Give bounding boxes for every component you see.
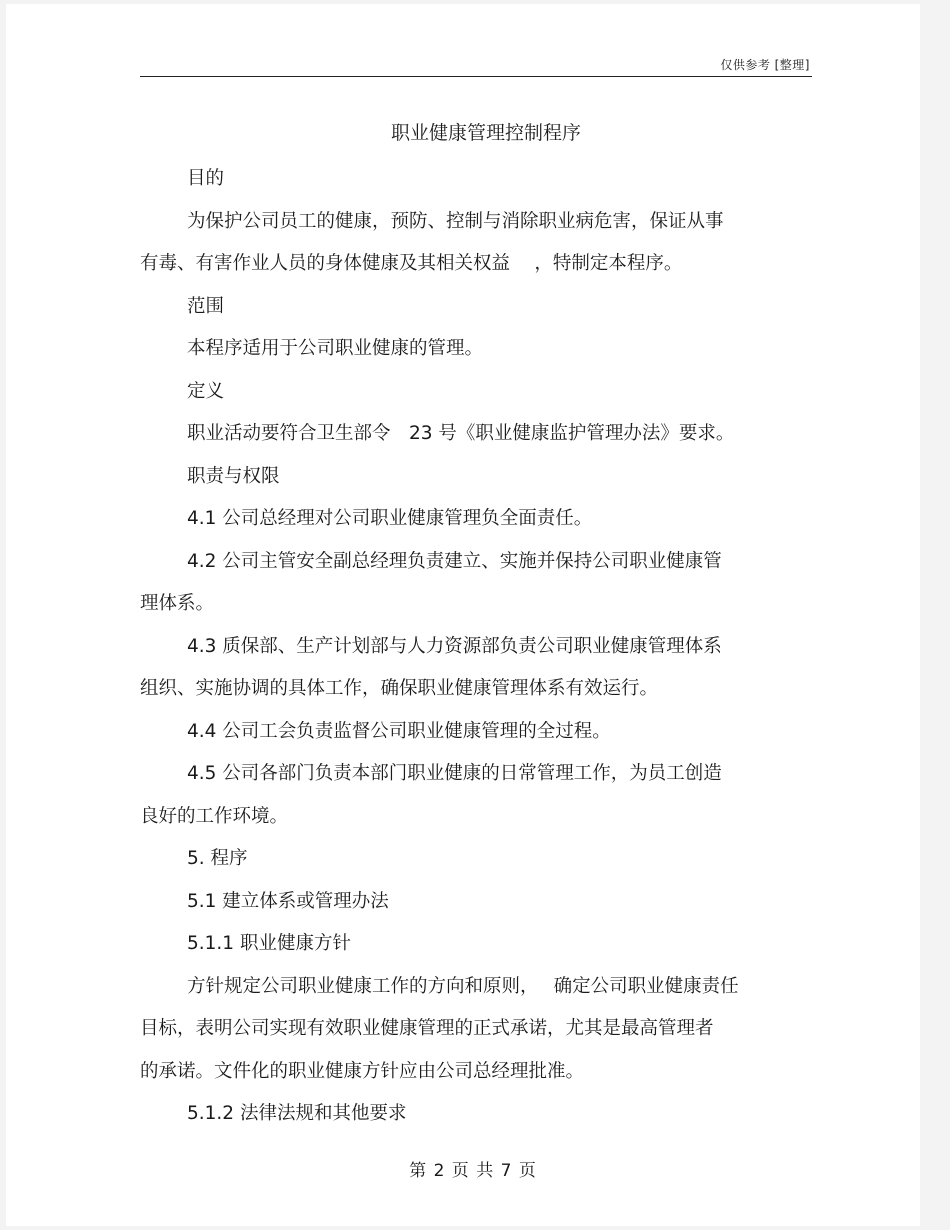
text-line: 理体系。	[140, 593, 215, 614]
text-line: 目标，表明公司实现有效职业健康管理的正式承诺，尤其是最高管理者	[140, 1018, 714, 1039]
text-line: 目的	[187, 168, 225, 189]
header-rule	[140, 76, 812, 77]
text-line: 定义	[187, 380, 225, 402]
text-line: 的承诺。文件化的职业健康方针应由公司总经理批准。	[140, 1060, 585, 1082]
text-line: 职责与权限	[187, 465, 280, 487]
document-body	[140, 158, 812, 1136]
text-line: 5.1 建立体系或管理办法	[187, 890, 389, 912]
text-line: 4.1 公司总经理对公司职业健康管理负全面责任。	[187, 508, 593, 529]
text-line: 为保护公司员工的健康，预防、控制与消除职业病危害，保证从事	[187, 210, 724, 232]
text-line: 5.1.1 职业健康方针	[187, 933, 351, 954]
text-line: 有毒、有害作业人员的身体健康及其相关权益 ，特制定本程序。	[140, 253, 683, 274]
text-line: 范围	[187, 295, 225, 317]
text-line: 4.5 公司各部门负责本部门职业健康的日常管理工作，为员工创造	[187, 763, 722, 784]
text-line: 4.3 质保部、生产计划部与人力资源部负责公司职业健康管理体系	[187, 635, 722, 657]
text-line: 职业活动要符合卫生部令 23 号《职业健康监护管理办法》要求。	[187, 423, 735, 444]
text-line: 方针规定公司职业健康工作的方向和原则， 确定公司职业健康责任	[187, 975, 739, 997]
text-line: 本程序适用于公司职业健康的管理。	[187, 338, 484, 359]
page-footer: 第 2 页 共 7 页	[409, 1161, 537, 1181]
header-note: 仅供参考 [整理]	[720, 58, 810, 72]
text-line: 良好的工作环境。	[140, 805, 289, 827]
text-line: 组织、实施协调的具体工作，确保职业健康管理体系有效运行。	[140, 678, 659, 699]
document-title: 职业健康管理控制程序	[390, 122, 581, 144]
text-line: 5. 程序	[187, 848, 248, 869]
text-line: 4.4 公司工会负责监督公司职业健康管理的全过程。	[187, 720, 611, 742]
text-line: 5.1.2 法律法规和其他要求	[187, 1103, 407, 1124]
text-line: 4.2 公司主管安全副总经理负责建立、实施并保持公司职业健康管	[187, 550, 722, 572]
